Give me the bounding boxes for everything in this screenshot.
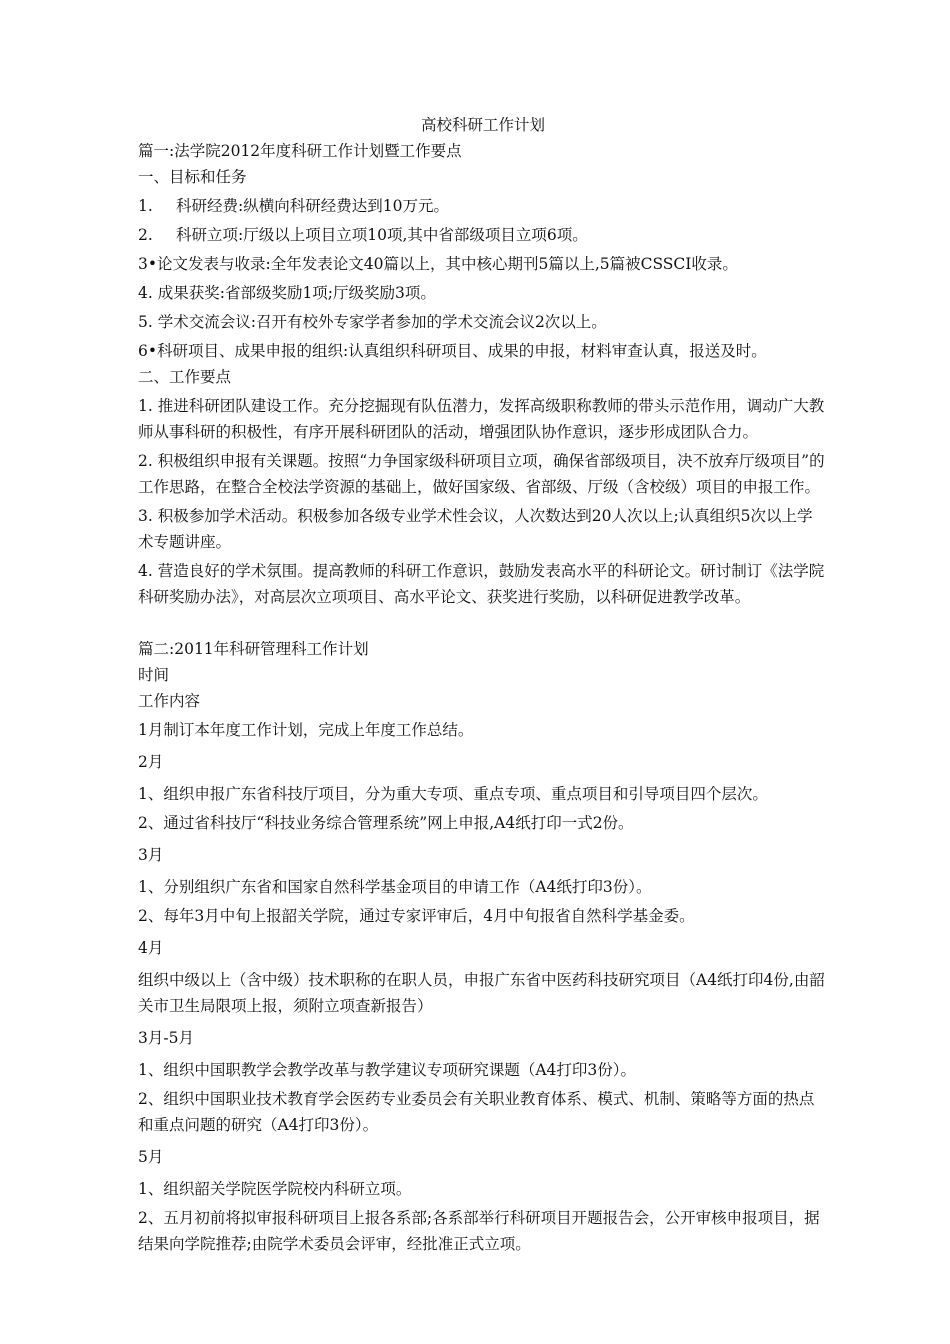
month-label-apr: 4月 (138, 939, 164, 957)
feb-item-1: 1、组织申报广东省科技厅项目，分为重大专项、重点专项、重点项目和引导项目四个层次。 (138, 785, 768, 803)
document-body (138, 112, 828, 1257)
goal-2 (138, 222, 828, 248)
goal-6: 6•科研项目、成果申报的组织:认真组织科研项目、成果的申报，材料审查认真，报送及时。 (138, 342, 767, 360)
part1-heading: 篇一:法学院2012年度科研工作计划暨工作要点 (138, 142, 462, 160)
goal-3: 3•论文发表与收录:全年发表论文40篇以上，其中核心期刊5篇以上,5篇被CSSCI收录。 (138, 255, 738, 273)
goal-5: 5. 学术交流会议:召开有校外专家学者参加的学术交流会议2次以上。 (138, 313, 607, 331)
month-label-mar: 3月 (138, 846, 164, 864)
goal-2-number: 2. (138, 226, 153, 244)
goal-1 (138, 193, 828, 219)
column-time: 时间 (138, 666, 170, 684)
month-label-may: 5月 (138, 1148, 164, 1166)
feb-item-2: 2、通过省科技厅“科技业务综合管理系统”网上申报,A4纸打印一式2份。 (138, 814, 634, 832)
work-point-4: 4. 营造良好的学术氛围。提高教师的科研工作意识，鼓励发表高水平的科研论文。研讨制订《法学院科研奖励办法》，对高层次立项项目、高水平论文、获奖进行奖励，以科研促进教学改革。 (138, 562, 825, 606)
mar-item-2: 2、每年3月中旬上报韶关学院，通过专家评审后，4月中旬报省自然科学基金委。 (138, 907, 695, 925)
mar-item-1: 1、分别组织广东省和国家自然科学基金项目的申请工作（A4纸打印3份）。 (138, 878, 652, 896)
section1-title: 一、目标和任务 (138, 168, 247, 186)
month-label-feb: 2月 (138, 753, 164, 771)
work-point-1: 1. 推进科研团队建设工作。充分挖掘现有队伍潜力，发挥高级职称教师的带头示范作用，调动广大教师从事科研的积极性，有序开展科研团队的活动，增强团队协作意识，逐步形成团队合力。 (138, 397, 825, 441)
work-point-3: 3. 积极参加学术活动。积极参加各级专业学术性会议，人次数达到20人次以上;认真组织5次以上学术专题讲座。 (138, 507, 813, 551)
month-label-mar-may: 3月-5月 (138, 1029, 194, 1047)
may-item-1: 1、组织韶关学院医学院校内科研立项。 (138, 1180, 412, 1198)
section2-title: 二、工作要点 (138, 368, 232, 386)
work-point-2: 2. 积极组织申报有关课题。按照“力争国家级科研项目立项，确保省部级项目，决不放弃厅级项目”的工作思路，在整合全校法学资源的基础上，做好国家级、省部级、厅级（含校级）项目的申报工作。 (138, 452, 825, 496)
goal-4: 4. 成果获奖:省部级奖励1项;厅级奖励3项。 (138, 284, 436, 302)
apr-item-1: 组织中级以上（含中级）技术职称的在职人员，申报广东省中医药科技研究项目（A4纸打印4份,由韶关市卫生局限项上报，须附立项查新报告） (138, 971, 825, 1015)
mar-may-item-1: 1、组织中国职教学会教学改革与教学建议专项研究课题（A4打印3份）。 (138, 1061, 637, 1079)
part2-heading: 篇二:2011年科研管理科工作计划 (138, 640, 369, 658)
goal-1-text: 科研经费:纵横向科研经费达到10万元。 (176, 197, 449, 215)
document-title: 高校科研工作计划 (420, 116, 545, 134)
mar-may-item-2: 2、组织中国职业技术教育学会医药专业委员会有关职业教育体系、模式、机制、策略等方面的热点和重点问题的研究（A4打印3份）。 (138, 1090, 815, 1134)
january-plan: 1月制订本年度工作计划，完成上年度工作总结。 (138, 721, 474, 739)
may-item-2: 2、五月初前将拟审报科研项目上报各系部;各系部举行科研项目开题报告会，公开审核申报项目，据结果向学院推荐;由院学术委员会评审，经批准正式立项。 (138, 1209, 820, 1253)
column-content: 工作内容 (138, 692, 201, 710)
goal-2-text: 科研立项:厅级以上项目立项10项,其中省部级项目立项6项。 (176, 226, 588, 244)
goal-1-number: 1. (138, 197, 153, 215)
